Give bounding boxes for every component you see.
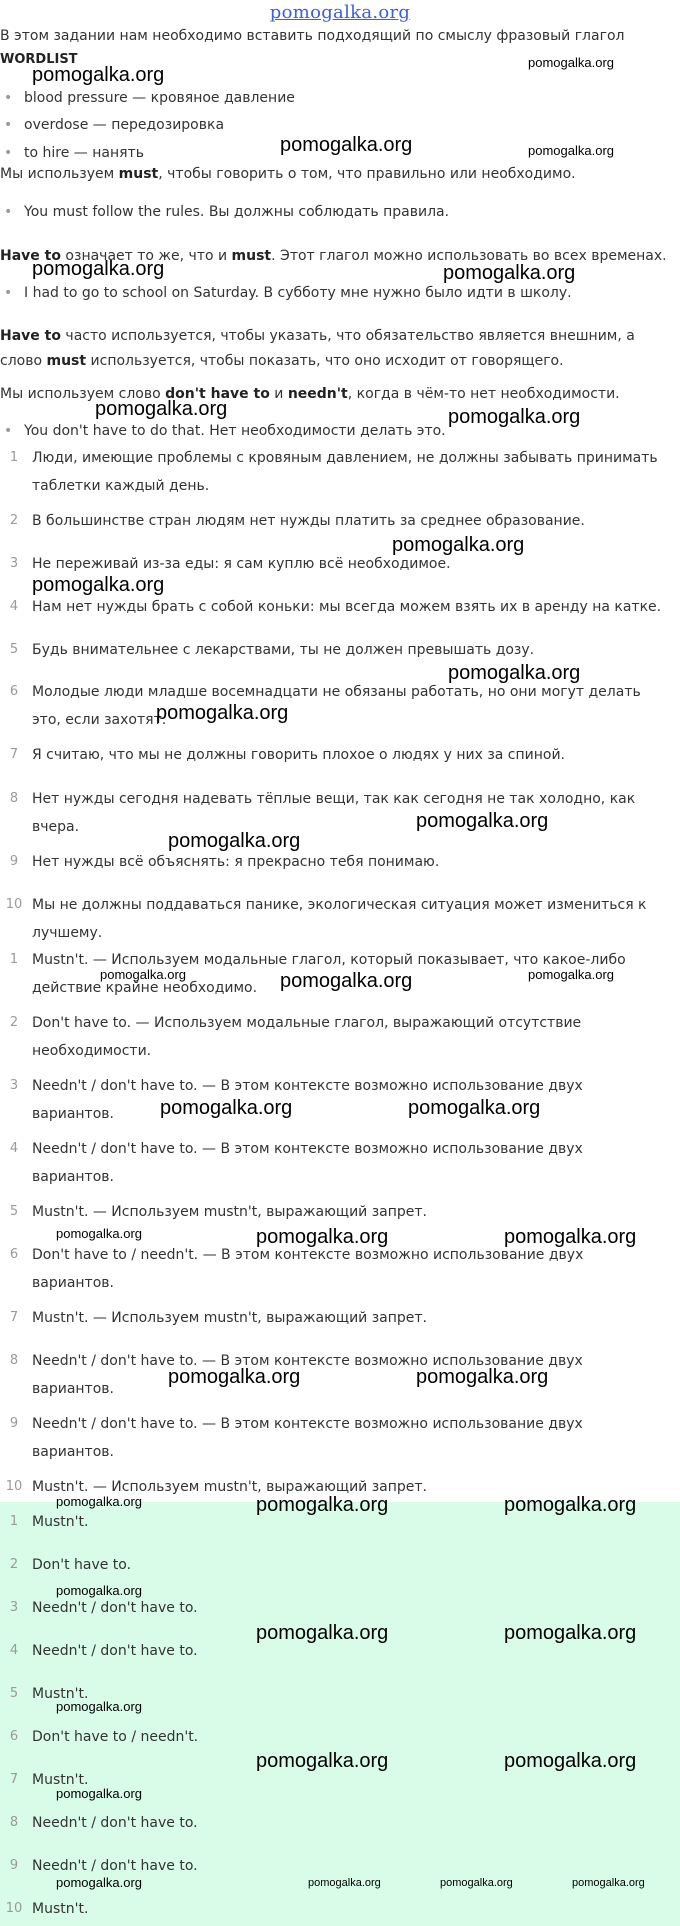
item-number: 8 [9, 791, 19, 806]
watermark: pomogalka.org [392, 534, 525, 556]
watermark: pomogalka.org [56, 1494, 142, 1509]
item-number: 6 [9, 1247, 19, 1262]
wordlist-item-text: to hire — нанять [24, 145, 144, 161]
item-number: 8 [9, 1353, 19, 1368]
watermark: pomogalka.org [528, 55, 614, 70]
watermark: pomogalka.org [256, 1750, 389, 1772]
item-number: 7 [9, 747, 19, 762]
item-number: 9 [9, 1858, 19, 1873]
watermark: pomogalka.org [528, 967, 614, 982]
watermark: pomogalka.org [308, 1877, 381, 1889]
item-number: 6 [9, 1729, 19, 1744]
intro-text: В этом задании нам необходимо вставить подходящий по смыслу фразовый глагол [0, 28, 625, 44]
item-number: 2 [9, 513, 19, 528]
item-number: 10 [5, 897, 23, 912]
bullet-icon: • [4, 285, 13, 301]
watermark: pomogalka.org [160, 1097, 293, 1119]
grammar-example: • You don't have to do that. Нет необходимости делать это. [4, 423, 446, 439]
watermark: pomogalka.org [32, 258, 165, 280]
bullet-icon: • [4, 145, 13, 161]
watermark: pomogalka.org [56, 1583, 142, 1598]
watermark: pomogalka.org [56, 1226, 142, 1241]
bullet-icon: • [4, 423, 13, 439]
watermark: pomogalka.org [100, 967, 186, 982]
watermark: pomogalka.org [504, 1226, 637, 1248]
watermark: pomogalka.org [56, 1786, 142, 1801]
item-number: 7 [9, 1310, 19, 1325]
watermark: pomogalka.org [256, 1622, 389, 1644]
item-number: 1 [9, 952, 19, 967]
watermark: pomogalka.org [504, 1494, 637, 1516]
grammar-external-1: Have to часто используется, чтобы указать, что обязательство является внешним, а [0, 328, 635, 344]
item-number: 7 [9, 1772, 19, 1787]
watermark: pomogalka.org [32, 64, 165, 86]
watermark: pomogalka.org [156, 702, 289, 724]
item-number: 3 [9, 1078, 19, 1093]
grammar-example: • You must follow the rules. Вы должны соблюдать правила. [4, 204, 450, 220]
item-number: 9 [9, 854, 19, 869]
grammar-must: Мы используем must, чтобы говорить о том, что правильно или необходимо. [0, 166, 576, 182]
watermark: pomogalka.org [504, 1750, 637, 1772]
wordlist-item [4, 115, 224, 135]
watermark: pomogalka.org [256, 1226, 389, 1248]
watermark: pomogalka.org [95, 398, 228, 420]
watermark: pomogalka.org [168, 830, 301, 852]
item-number: 5 [9, 642, 19, 657]
site-logo[interactable]: pomogalka.org [269, 2, 411, 23]
grammar-example: • I had to go to school on Saturday. В субботу мне нужно было идти в школу. [4, 285, 572, 301]
item-number: 10 [5, 1479, 23, 1494]
bullet-icon: • [4, 90, 13, 106]
item-number: 5 [9, 1686, 19, 1701]
wordlist-title: WORDLIST [0, 52, 78, 67]
watermark: pomogalka.org [416, 810, 549, 832]
item-number: 1 [9, 450, 19, 465]
item-number: 4 [9, 1643, 19, 1658]
bullet-icon: • [4, 117, 13, 133]
watermark: pomogalka.org [280, 134, 413, 156]
watermark: pomogalka.org [528, 143, 614, 158]
watermark: pomogalka.org [280, 970, 413, 992]
watermark: pomogalka.org [440, 1877, 513, 1889]
wordlist-item-text: blood pressure — кровяное давление [24, 90, 295, 106]
wordlist-item [4, 143, 144, 163]
item-number: 9 [9, 1416, 19, 1431]
item-number: 8 [9, 1815, 19, 1830]
watermark: pomogalka.org [168, 1366, 301, 1388]
item-number: 4 [9, 1141, 19, 1156]
grammar-have-to: Have to означает то же, что и must. Этот глагол можно использовать во всех временах. [0, 248, 667, 264]
watermark: pomogalka.org [448, 406, 581, 428]
watermark: pomogalka.org [443, 262, 576, 284]
watermark: pomogalka.org [448, 662, 581, 684]
watermark: pomogalka.org [32, 574, 165, 596]
item-number: 6 [9, 684, 19, 699]
wordlist-item-text: overdose — передозировка [24, 117, 225, 133]
item-number: 2 [9, 1015, 19, 1030]
item-number: 2 [9, 1557, 19, 1572]
watermark: pomogalka.org [256, 1494, 389, 1516]
item-number: 4 [9, 599, 19, 614]
wordlist-item [4, 88, 295, 108]
watermark: pomogalka.org [408, 1097, 541, 1119]
item-number: 5 [9, 1204, 19, 1219]
grammar-external-2: слово must используется, чтобы показать, что оно исходит от говорящего. [0, 353, 564, 369]
bullet-icon: • [4, 204, 13, 220]
watermark: pomogalka.org [56, 1699, 142, 1714]
watermark: pomogalka.org [572, 1877, 645, 1889]
item-number: 10 [5, 1901, 23, 1916]
grammar-dont-have-to: Мы используем слово don't have to и needn't, когда в чём-то нет необходимости. [0, 386, 620, 402]
item-number: 3 [9, 556, 19, 571]
item-number: 3 [9, 1600, 19, 1615]
watermark: pomogalka.org [56, 1875, 142, 1890]
item-number: 1 [9, 1514, 19, 1529]
watermark: pomogalka.org [416, 1366, 549, 1388]
watermark: pomogalka.org [504, 1622, 637, 1644]
